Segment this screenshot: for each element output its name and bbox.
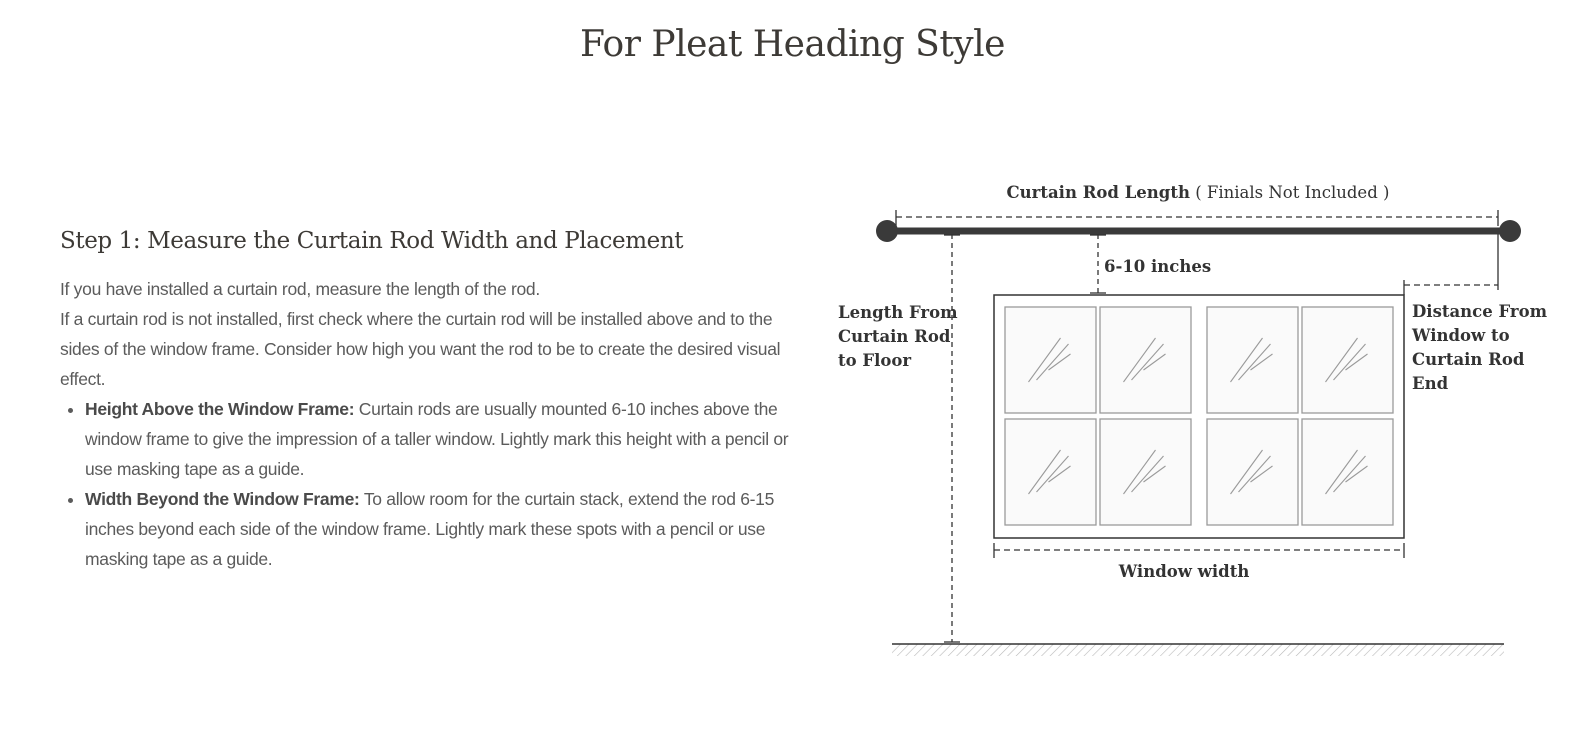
rod-end-label-line-4: End (1412, 374, 1449, 393)
window-width-dimension (994, 543, 1404, 558)
bullet-height-label: Height Above the Window Frame: (85, 399, 355, 419)
floor-label-line-1: Length From (838, 303, 958, 322)
window-pane (1302, 419, 1393, 525)
step-paragraph-installed: If you have installed a curtain rod, measure the length of the rod. (60, 279, 540, 299)
window-pane (1207, 307, 1298, 413)
rod-end-label (1411, 302, 1553, 393)
rod-end-label-line-1: Distance From (1412, 302, 1548, 321)
floor-dimension (944, 234, 960, 642)
rod-end-label-line-3: Curtain Rod (1412, 350, 1525, 369)
floor-label-line-2: Curtain Rod (838, 327, 951, 346)
bullet-width-label: Width Beyond the Window Frame: (85, 489, 360, 509)
floor-label (838, 303, 963, 370)
bullet-width-text: To allow room for the curtain stack, extend the rod 6-15 inches beyond each side of the window frame. Lightly mark these spots with a pencil or use masking tape as a guide. (85, 489, 775, 569)
rod-end-dimension (1404, 234, 1498, 295)
bullet-height-text: Curtain rods are usually mounted 6-10 inches above the window frame to give the impression of a taller window. Lightly mark this height with a pencil or use masking tape as a guide. (85, 399, 789, 479)
rod-end-label-line-2: Window to (1412, 326, 1510, 345)
floor-line (892, 644, 1504, 656)
floor-label-line-3: to Floor (838, 351, 912, 370)
rod-length-note: ( Finials Not Included ) (1189, 183, 1390, 202)
window-pane (1005, 307, 1096, 413)
rod-finial-left (876, 220, 898, 242)
curtain-rod (876, 220, 1521, 242)
rod-finial-right (1499, 220, 1521, 242)
page-title: For Pleat Heading Style (580, 24, 1005, 65)
window-pane (1100, 307, 1191, 413)
step-heading: Step 1: Measure the Curtain Rod Width and Placement (60, 228, 684, 254)
step-paragraph-not-installed: If a curtain rod is not installed, first check where the curtain rod will be installed above and to the sides of the window frame. Consider how high you want the rod to be to create the desired visual effect. (60, 309, 781, 389)
rod-length-dimension (896, 210, 1498, 226)
height-label: 6-10 inches (1104, 257, 1212, 276)
window-width-label: Window width (1118, 562, 1250, 581)
rod-length-title: Curtain Rod Length (1006, 183, 1190, 202)
rod-length-label (1007, 183, 1390, 202)
window-pane (1302, 307, 1393, 413)
window-pane (1005, 419, 1096, 525)
window-pane (1100, 419, 1191, 525)
window-pane (1207, 419, 1298, 525)
